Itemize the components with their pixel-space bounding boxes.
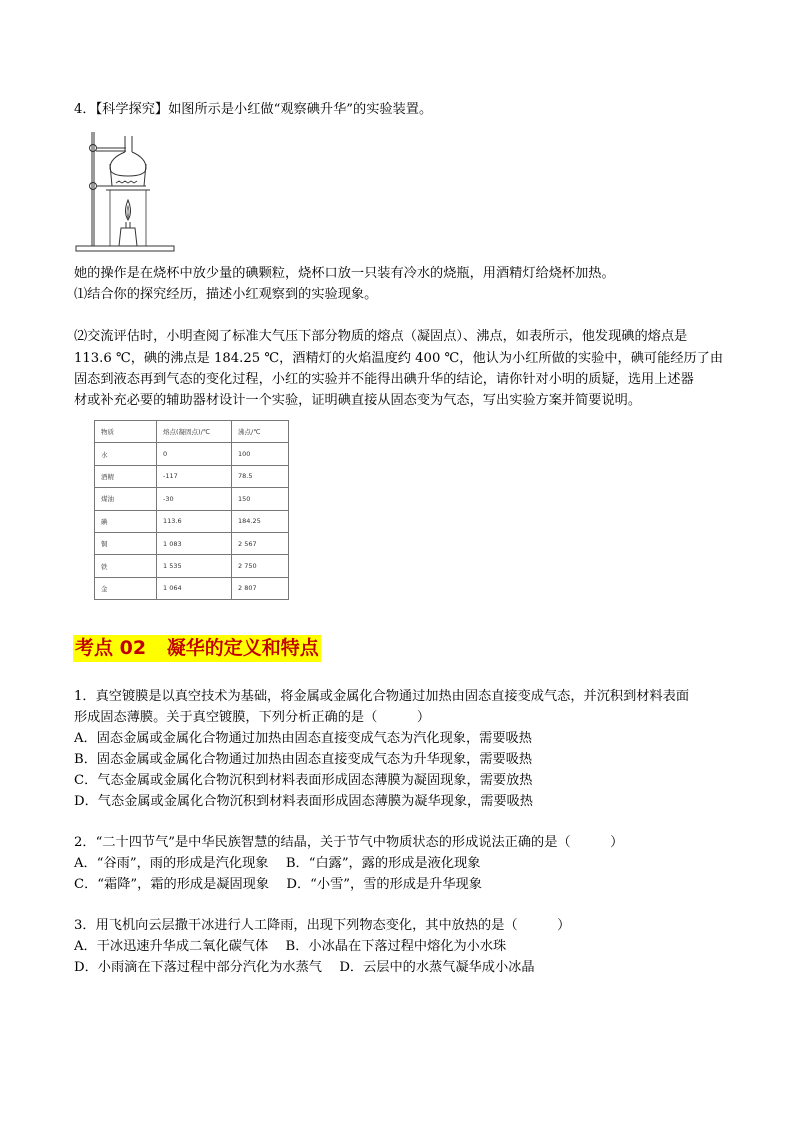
iodine-particles xyxy=(116,181,137,183)
s3-options-cd: D．小雨滴在下落过程中部分汽化为水蒸气 D．云层中的水蒸气凝华成小冰晶 xyxy=(74,960,535,975)
s2-options-ab: A．“谷雨”，雨的形成是汽化现象 B．“白露”，露的形成是液化现象 xyxy=(74,856,481,871)
table-header-row xyxy=(95,421,289,443)
table-row xyxy=(95,465,289,487)
q4-part2-line-1: ⑵交流评估时，小明查阅了标准大气压下部分物质的熔点（凝固点）、沸点，如表所示，他发现碘的熔点是 xyxy=(74,329,688,344)
s2-options-cd: C．“霜降”，霜的形成是凝固现象 D．“小雪”，雪的形成是升华现象 xyxy=(74,877,482,892)
s1-option-d: D．气态金属或金属化合物沉积到材料表面形成固态薄膜为凝华现象，需要吸热 xyxy=(74,794,533,809)
table-cell: 铁 xyxy=(95,555,157,577)
alcohol-lamp xyxy=(119,228,137,246)
table-cell: 煤油 xyxy=(95,488,157,510)
flask-bulb xyxy=(110,152,146,176)
table-row xyxy=(95,488,289,510)
table-cell: 1 064 xyxy=(157,577,232,599)
q4-part2-line-3: 固态到液态再到气态的变化过程，小红的实验并不能得出碘升华的结论，请你针对小明的质疑，选用上述器 xyxy=(74,372,694,387)
s1-stem-line-2: 形成固态薄膜。关于真空镀膜，下列分析正确的是（ ） xyxy=(74,710,431,725)
s1-option-a: A．固态金属或金属化合物通过加热由固态直接变成气态为汽化现象，需要吸热 xyxy=(74,731,532,746)
s2-stem: 2．“二十四节气”是中华民族智慧的结晶，关于节气中物质状态的形成说法正确的是（ ） xyxy=(74,835,624,850)
s1-option-c: C．气态金属或金属化合物沉积到材料表面形成固态薄膜为凝固现象，需要放热 xyxy=(74,773,533,788)
stand-base xyxy=(76,246,174,251)
table-cell: 2 807 xyxy=(232,577,289,599)
section-heading xyxy=(73,635,321,662)
table-cell: 铜 xyxy=(95,532,157,554)
table-cell: -30 xyxy=(157,488,232,510)
table-header-cell: 物质 xyxy=(95,421,157,443)
table-cell: 2 567 xyxy=(232,532,289,554)
table-cell: 金 xyxy=(95,577,157,599)
table-cell: 碘 xyxy=(95,510,157,532)
table-row xyxy=(95,555,289,577)
table-cell: 2 750 xyxy=(232,555,289,577)
table-cell: 1 083 xyxy=(157,532,232,554)
q4-intro-line xyxy=(74,99,432,120)
section-title: 凝华的定义和特点 xyxy=(166,637,319,659)
table-cell: 1 535 xyxy=(157,555,232,577)
q4-intro: 如图所示是小红做“观察碘升华”的实验装置。 xyxy=(168,102,433,117)
section-label: 考点 xyxy=(75,637,114,659)
table-cell: -117 xyxy=(157,465,232,487)
table-row xyxy=(95,577,289,599)
q4-operation: 她的操作是在烧杯中放少量的碘颗粒，烧杯口放一只装有冷水的烧瓶，用酒精灯给烧杯加热。 xyxy=(74,266,615,281)
table-row xyxy=(95,443,289,465)
upper-clamp xyxy=(90,145,97,152)
table-row xyxy=(95,532,289,554)
lower-clamp xyxy=(90,183,97,190)
q4-part2-line-2: 113.6 ℃，碘的沸点是 184.25 ℃，酒精灯的火焰温度约 400 ℃，他认为小红所做的实验中，碘可能经历了由 xyxy=(74,351,724,366)
table-cell: 0 xyxy=(157,443,232,465)
table-header-cell: 沸点/℃ xyxy=(232,421,289,443)
table-cell: 100 xyxy=(232,443,289,465)
s1-option-b: B．固态金属或金属化合物通过加热由固态直接变成气态为升华现象，需要吸热 xyxy=(74,752,533,767)
iodine-sublimation-apparatus-figure xyxy=(74,128,184,254)
table-cell: 78.5 xyxy=(232,465,289,487)
q4-number: 4． xyxy=(74,102,96,117)
table-row xyxy=(95,510,289,532)
s1-stem-line-1: 1．真空镀膜是以真空技术为基础，将金属或金属化合物通过加热由固态直接变成气态，并沉积到材料表面 xyxy=(74,689,690,704)
table-header-cell: 熔点(凝固点)/℃ xyxy=(157,421,232,443)
q4-part1: ⑴结合你的探究经历，描述小红观察到的实验现象。 xyxy=(74,287,378,302)
s3-options-ab: A．干冰迅速升华成二氧化碳气体 B．小冰晶在下落过程中熔化为小水珠 xyxy=(74,939,507,954)
s3-stem: 3．用飞机向云层撒干冰进行人工降雨，出现下列物态变化，其中放热的是（ ） xyxy=(74,918,571,933)
section-number: 02 xyxy=(119,637,147,659)
substance-properties-table xyxy=(94,420,289,600)
table-cell: 水 xyxy=(95,443,157,465)
q4-tag: 【科学探究】 xyxy=(95,102,169,117)
table-cell: 150 xyxy=(232,488,289,510)
q4-part2-line-4: 材或补充必要的辅助器材设计一个实验，证明碘直接从固态变为气态，写出实验方案并简要说明。 xyxy=(74,393,642,408)
table-cell: 113.6 xyxy=(157,510,232,532)
table-cell: 184.25 xyxy=(232,510,289,532)
table-cell: 酒精 xyxy=(95,465,157,487)
